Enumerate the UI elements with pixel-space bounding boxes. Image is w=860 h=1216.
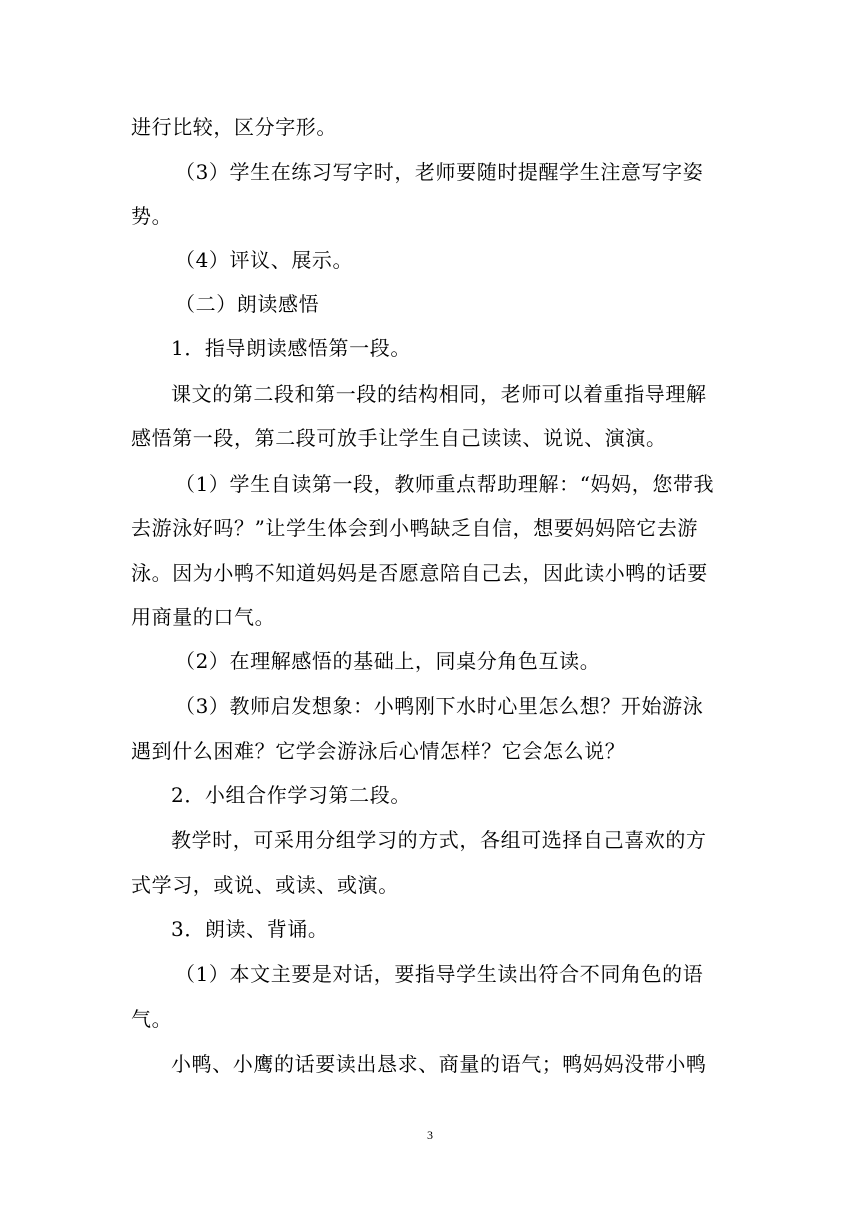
text-line-20: （1）本文主要是对话，要指导学生读出符合不同角色的语 (175, 962, 704, 986)
text-line-10: 去游泳好吗？”让学生体会到小鸭缺乏自信，想要妈妈陪它去游 (131, 516, 699, 540)
text-line-16: 2．小组合作学习第二段。 (171, 783, 411, 807)
text-line-1: 进行比较，区分字形。 (131, 115, 337, 139)
text-line-3: 势。 (131, 204, 173, 228)
section-heading: （二）朗读感悟 (175, 292, 320, 316)
text-line-21: 气。 (131, 1007, 173, 1031)
page-number: 3 (427, 1128, 433, 1142)
text-line-13: （2）在理解感悟的基础上，同桌分角色互读。 (175, 649, 601, 673)
text-line-19: 3．朗读、背诵。 (171, 917, 329, 941)
text-line-11: 泳。因为小鸭不知道妈妈是否愿意陪自己去，因此读小鸭的话要 (131, 561, 708, 585)
text-line-9: （1）学生自读第一段，教师重点帮助理解：“妈妈，您带我 (175, 472, 715, 496)
text-line-8: 感悟第一段，第二段可放手让学生自己读读、说说、演演。 (131, 426, 667, 450)
text-line-22: 小鸭、小鹰的话要读出恳求、商量的语气；鸭妈妈没带小鸭 (171, 1052, 707, 1076)
text-line-18: 式学习，或说、或读、或演。 (131, 873, 399, 897)
text-line-2: （3）学生在练习写字时，老师要随时提醒学生注意写字姿 (175, 160, 704, 184)
text-line-17: 教学时，可采用分组学习的方式，各组可选择自己喜欢的方 (171, 828, 707, 852)
text-line-12: 用商量的口气。 (131, 605, 276, 629)
text-line-14: （3）教师启发想象：小鸭刚下水时心里怎么想？开始游泳 (175, 694, 704, 718)
text-line-4: （4）评议、展示。 (175, 248, 354, 272)
text-line-6: 1．指导朗读感悟第一段。 (171, 336, 411, 360)
text-line-7: 课文的第二段和第一段的结构相同，老师可以着重指导理解 (171, 382, 707, 406)
text-line-15: 遇到什么困难？它学会游泳后心情怎样？它会怎么说？ (131, 739, 626, 763)
